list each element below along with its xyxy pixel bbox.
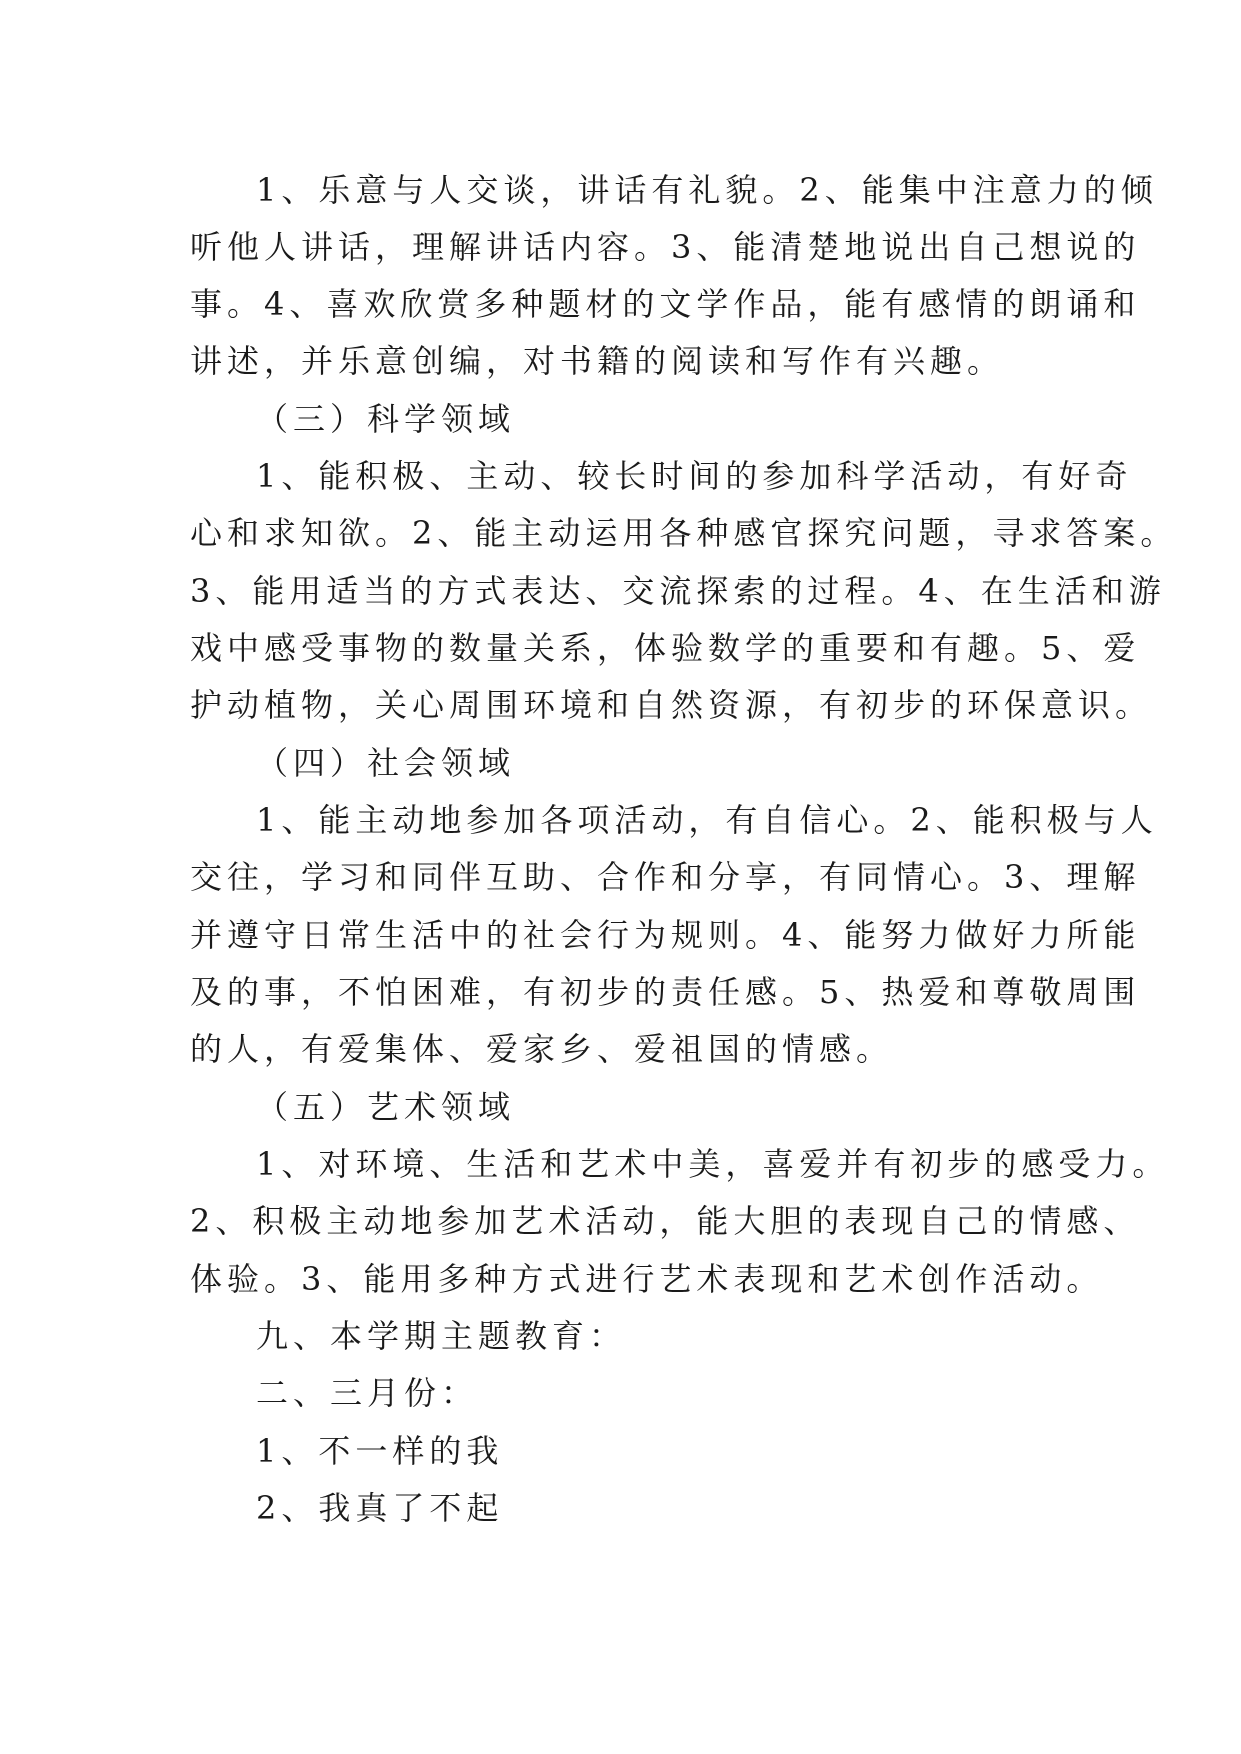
paragraph-line: 1、乐意与人交谈，讲话有礼貌。2、能集中注意力的倾 [256, 171, 1158, 209]
paragraph-line: 3、能用适当的方式表达、交流探索的过程。4、在生活和游 [190, 572, 1166, 610]
paragraph-line: 心和求知欲。2、能主动运用各种感官探究问题，寻求答案。 [190, 514, 1178, 552]
paragraph-line: 交往，学习和同伴互助、合作和分享，有同情心。3、理解 [190, 858, 1141, 896]
paragraph-line: 讲述，并乐意创编，对书籍的阅读和写作有兴趣。 [190, 342, 1005, 380]
paragraph-line: 1、能主动地参加各项活动，有自信心。2、能积极与人 [256, 801, 1158, 839]
paragraph-line: 1、对环境、生活和艺术中美，喜爱并有初步的感受力。 [256, 1145, 1170, 1183]
paragraph-line: 的人，有爱集体、爱家乡、爱祖国的情感。 [190, 1030, 894, 1068]
subsection-heading: 二、三月份： [256, 1374, 479, 1412]
section-heading: （三）科学领域 [256, 400, 516, 438]
paragraph-line: 戏中感受事物的数量关系，体验数学的重要和有趣。5、爱 [190, 629, 1141, 667]
list-item: 2、我真了不起 [256, 1489, 504, 1527]
paragraph-line: 护动植物，关心周围环境和自然资源，有初步的环保意识。 [190, 686, 1153, 724]
section-heading: （五）艺术领域 [256, 1088, 516, 1126]
section-heading: （四）社会领域 [256, 744, 516, 782]
paragraph-line: 1、能积极、主动、较长时间的参加科学活动，有好奇 [256, 457, 1133, 495]
paragraph-line: 事。4、喜欢欣赏多种题材的文学作品，能有感情的朗诵和 [190, 285, 1141, 323]
list-item: 1、不一样的我 [256, 1432, 504, 1470]
paragraph-line: 体验。3、能用多种方式进行艺术表现和艺术创作活动。 [190, 1260, 1104, 1298]
paragraph-line: 并遵守日常生活中的社会行为规则。4、能努力做好力所能 [190, 916, 1141, 954]
paragraph-line: 及的事，不怕困难，有初步的责任感。5、热爱和尊敬周围 [190, 973, 1141, 1011]
section-heading: 九、本学期主题教育： [256, 1317, 627, 1355]
paragraph-line: 听他人讲话，理解讲话内容。3、能清楚地说出自己想说的 [190, 228, 1141, 266]
paragraph-line: 2、积极主动地参加艺术活动，能大胆的表现自己的情感、 [190, 1202, 1141, 1240]
